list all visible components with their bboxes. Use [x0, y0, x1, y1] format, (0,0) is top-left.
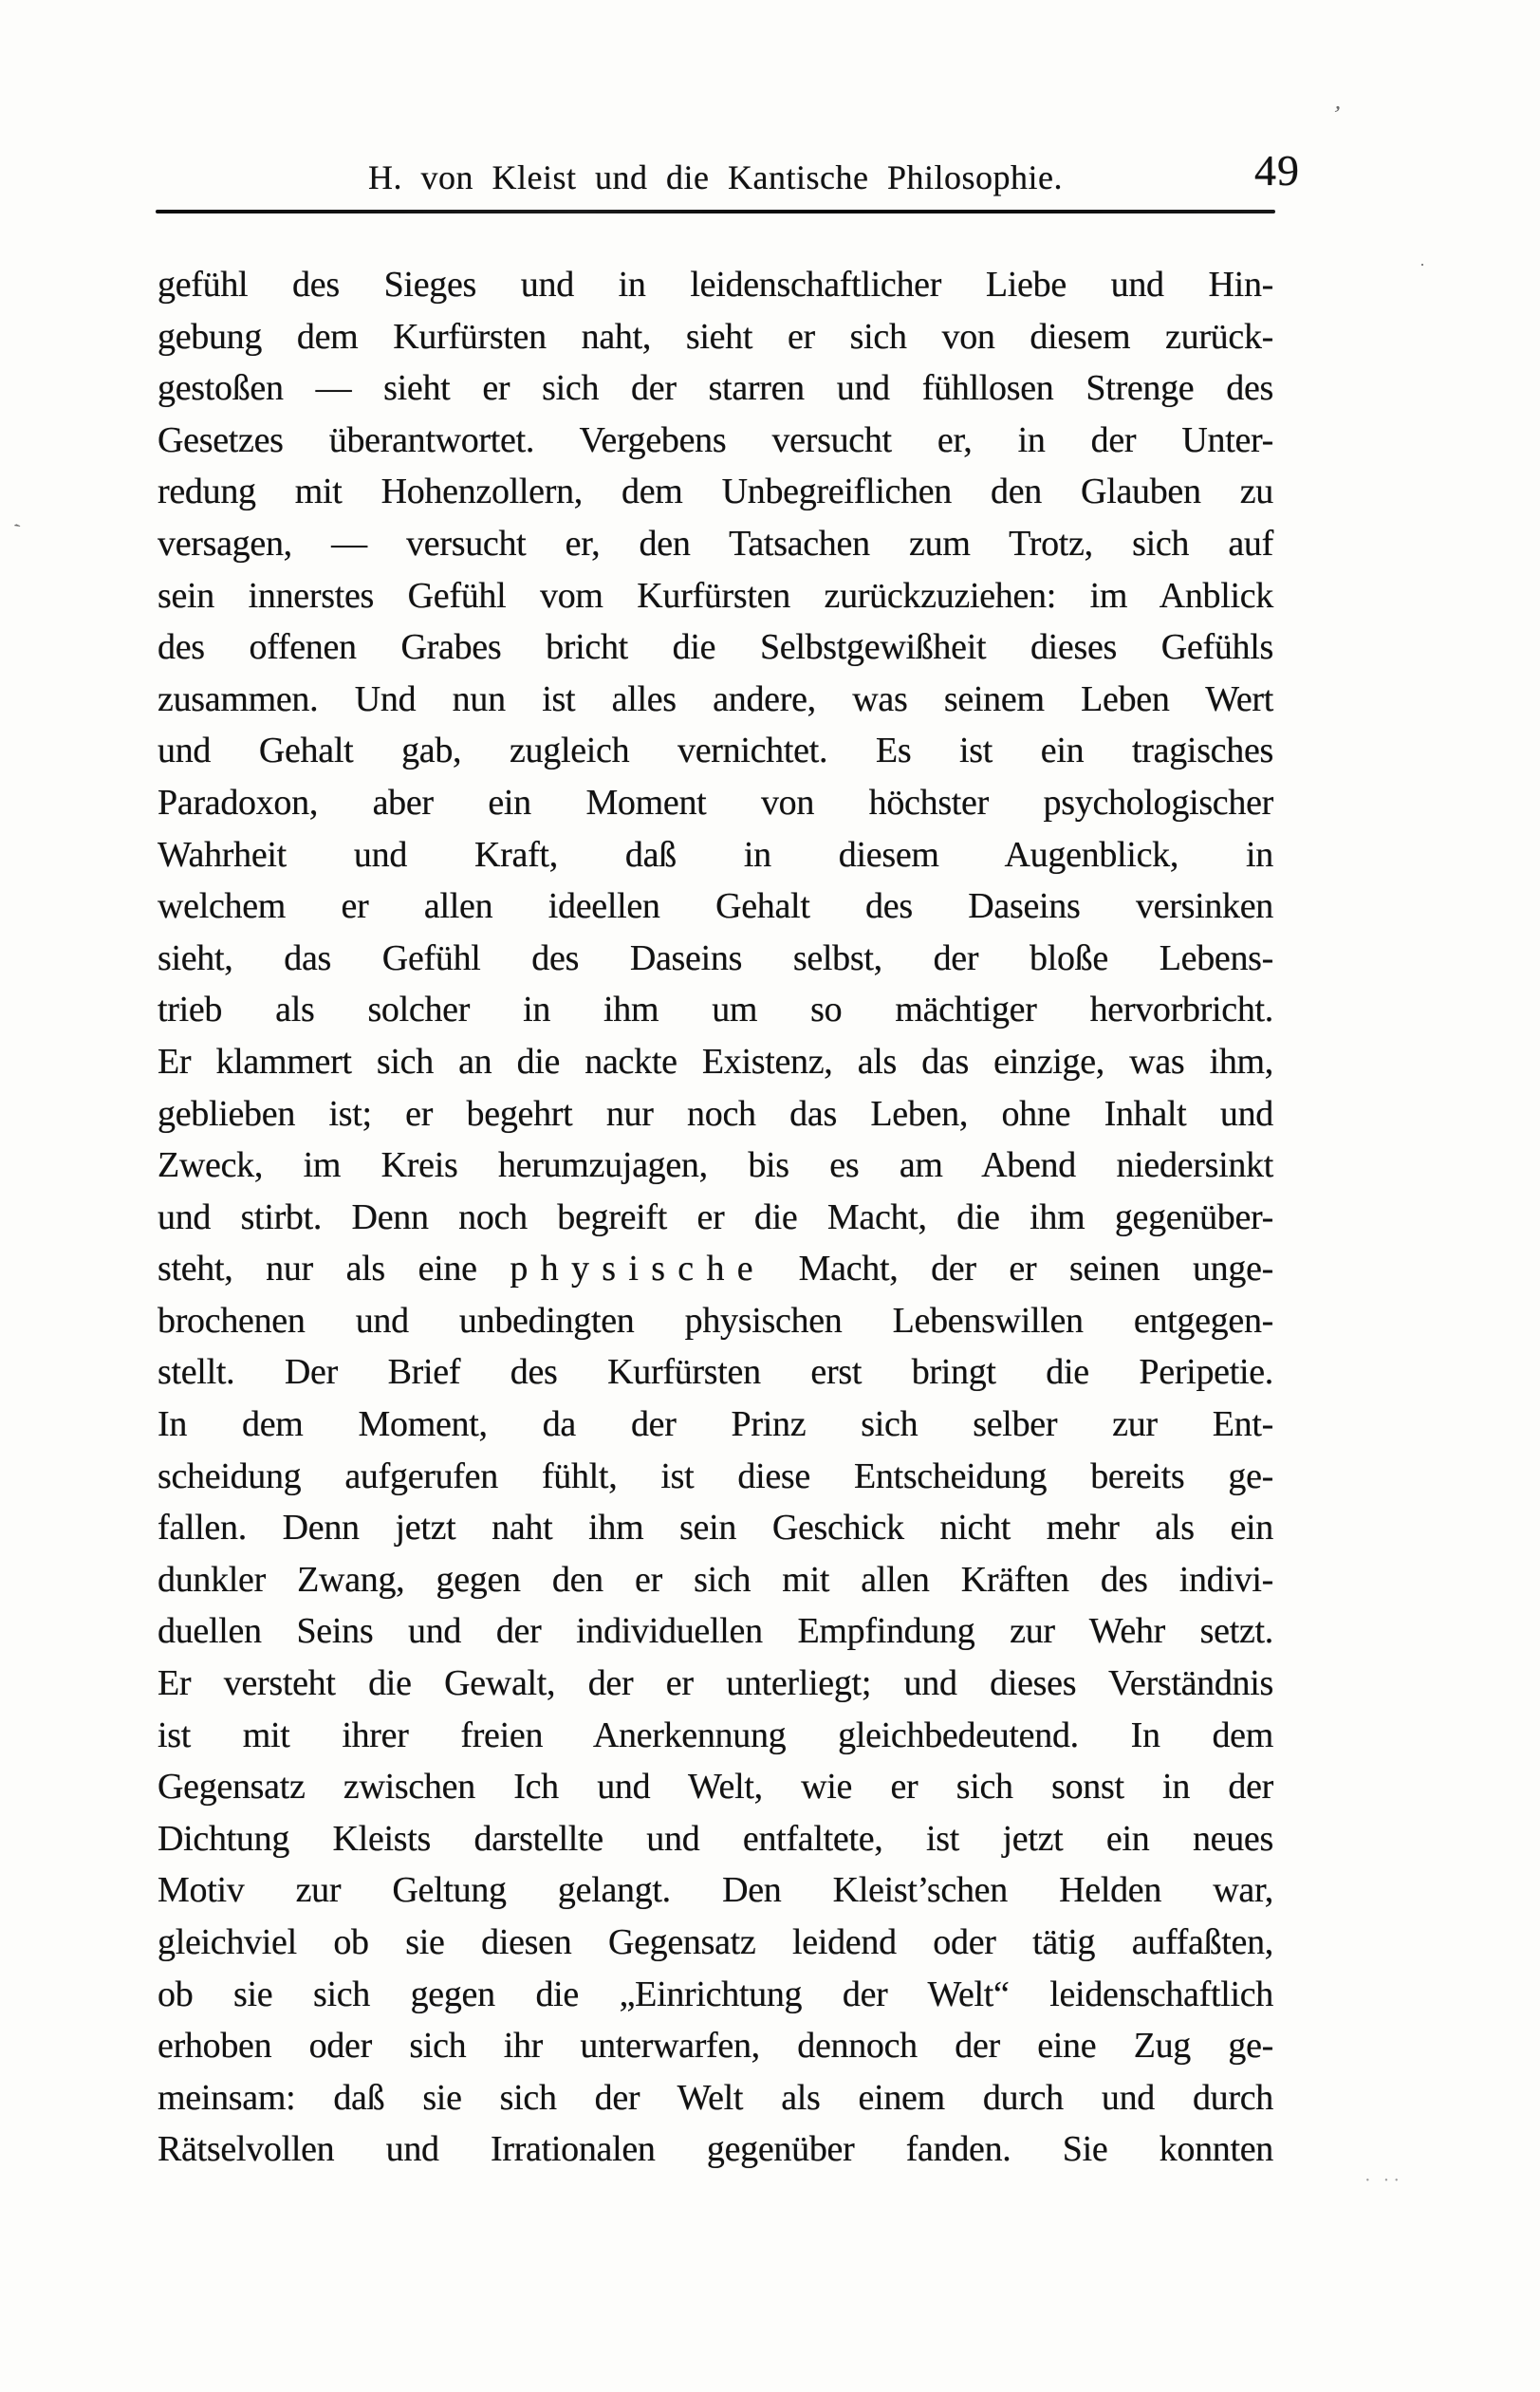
text-line: Wahrheit und Kraft, daß in diesem Augenblick, in [158, 834, 1273, 875]
text-line: des offenen Grabes bricht die Selbstgewißheit dieses Gefühls [158, 627, 1273, 668]
text-line: ist mit ihrer freien Anerkennung gleichbedeutend. In dem [158, 1715, 1273, 1755]
text-line: versagen, — versucht er, den Tatsachen zum Trotz, sich auf [158, 523, 1273, 564]
text-line: stellt. Der Brief des Kurfürsten erst bringt die Peripetie. [158, 1352, 1273, 1393]
running-header-title: H. von Kleist und die Kantische Philosophie. [368, 158, 1063, 196]
text-line: und Gehalt gab, zugleich vernichtet. Es ist ein tragisches [158, 731, 1273, 771]
scan-speck: ʼ [1329, 100, 1344, 129]
text-line: duellen Seins und der individuellen Empfindung zur Wehr setzt. [158, 1611, 1273, 1652]
text-line: zusammen. Und nun ist alles andere, was seinem Leben Wert [158, 678, 1273, 719]
body-text-block [158, 259, 1273, 2176]
text-line: Gesetzes überantwortet. Vergebens versucht er, in der Unter- [158, 419, 1273, 460]
page-number: 49 [1254, 146, 1300, 195]
text-line: erhoben oder sich ihr unterwarfen, dennoch der eine Zug ge- [158, 2026, 1273, 2067]
text-line: In dem Moment, da der Prinz sich selber zur Ent- [158, 1404, 1273, 1445]
text-line: ob sie sich gegen die „Einrichtung der Welt“ leidenschaftlich [158, 1974, 1273, 2014]
text-line: fallen. Denn jetzt naht ihm sein Geschick nicht mehr als ein [158, 1508, 1273, 1548]
text-line: sein innerstes Gefühl vom Kurfürsten zurückzuziehen: im Anblick [158, 575, 1273, 616]
text-line: gefühl des Sieges und in leidenschaftlicher Liebe und Hin- [158, 265, 1273, 305]
text-line: gestoßen — sieht er sich der starren und fühllosen Strenge des [158, 368, 1273, 409]
text-line: Motiv zur Geltung gelangt. Den Kleist’schen Helden war, [158, 1870, 1273, 1911]
scan-speck: · ·· [1364, 2170, 1403, 2191]
text-line: Er klammert sich an die nackte Existenz, als das einzige, was ihm, [158, 1041, 1273, 1082]
text-line: Er versteht die Gewalt, der er unterliegt; und dieses Verständnis [158, 1663, 1273, 1704]
text-line: und stirbt. Denn noch begreift er die Macht, die ihm gegenüber- [158, 1196, 1273, 1237]
header-rule [156, 210, 1275, 213]
text-line: geblieben ist; er begehrt nur noch das Leben, ohne Inhalt und [158, 1093, 1273, 1134]
text-line-letterspaced [158, 1243, 1273, 1295]
text-line: redung mit Hohenzollern, dem Unbegreiflichen den Glauben zu [158, 472, 1273, 512]
text-line: brochenen und unbedingten physischen Lebenswillen entgegen- [158, 1300, 1273, 1341]
text-segment-sperrsatz: physische [510, 1249, 766, 1289]
text-line: gleichviel ob sie diesen Gegensatz leidend oder tätig auffaßten, [158, 1922, 1273, 1962]
text-line: gebung dem Kurfürsten naht, sieht er sich von diesem zurück- [158, 316, 1273, 357]
text-line: trieb als solcher in ihm um so mächtiger hervorbricht. [158, 990, 1273, 1030]
text-segment: steht, nur als eine [158, 1249, 510, 1289]
text-line: scheidung aufgerufen fühlt, ist diese Entscheidung bereits ge- [158, 1456, 1273, 1496]
text-line: Dichtung Kleists darstellte und entfaltete, ist jetzt ein neues [158, 1818, 1273, 1859]
text-line: dunkler Zwang, gegen den er sich mit allen Kräften des indivi- [158, 1559, 1273, 1600]
text-line: welchem er allen ideellen Gehalt des Daseins versinken [158, 886, 1273, 927]
scan-speck: · [1419, 255, 1425, 274]
text-line: Zweck, im Kreis herumzujagen, bis es am Abend niedersinkt [158, 1145, 1273, 1186]
text-line: Paradoxon, aber ein Moment von höchster psychologischer [158, 782, 1273, 823]
text-line: meinsam: daß sie sich der Welt als einem durch und durch [158, 2077, 1273, 2118]
text-line: sieht, das Gefühl des Daseins selbst, der bloße Lebens- [158, 937, 1273, 978]
text-segment: Macht, der er seinen unge- [765, 1249, 1273, 1289]
text-line: Gegensatz zwischen Ich und Welt, wie er sich sonst in der [158, 1767, 1273, 1808]
text-line: Rätselvollen und Irrationalen gegenüber fanden. Sie konnten [158, 2129, 1273, 2170]
scan-speck: ` [10, 517, 32, 547]
